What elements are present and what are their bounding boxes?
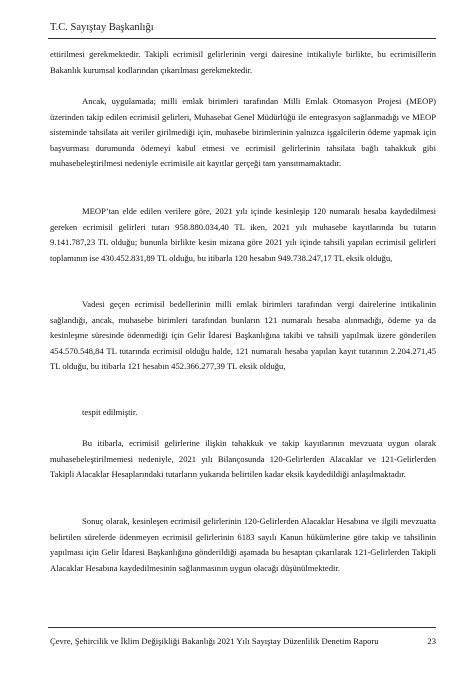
page-header: T.C. Sayıştay Başkanlığı [50, 22, 154, 33]
page-footer [50, 635, 436, 647]
paragraph-text: Ancak, uygulamada; milli emlak birimleri tarafından Milli Emlak Otomasyon Projesi (MEOP) üzerinden takip edilen ecrimisil gelirleri, Muhasebat Genel Müdürlüğü ile entegrasyon sağlanmadığı ve MEOP sisteminde tahsilata ait veriler girilmediği için, muhasebe birimlerinin yalnızca işgalcilerin ödeme yapmak için başvurması durumunda ödemeyi kabul etmesi ve ecrimisil gelirlerinin tahsilata bağlı tahakkuk gibi muhasebeleştirilmesi nedeniyle ecrimisile ait kayıtlar gerçeği tam yansıtmamaktadır. [50, 96, 436, 169]
footer-divider [48, 627, 436, 628]
body-paragraph-1 [50, 47, 436, 78]
paragraph-text: ettirilmesi gerekmektedir. Takipli ecrimisil gelirlerinin vergi dairesine intikaliyle birlikte, bu ecrimisillerin Bakanlık kurumsal kodlarından çıkarılması gerekmektedir. [50, 49, 436, 75]
body-paragraph-2 [50, 94, 436, 172]
paragraph-text: tespit edilmiştir. [82, 407, 138, 417]
body-paragraph-6 [50, 436, 436, 483]
body-paragraph-5 [50, 405, 436, 421]
paragraph-text: MEOP’tan elde edilen verilere göre, 2021 yılı içinde kesinleşip 120 numaralı hesaba kaydedilmesi gereken ecrimisil gelirleri tutarı 958.880.034,40 TL iken, 2021 yılı muhasebe kayıtlarında bu tutarın 9.141.787,23 TL olduğu; bununla birlikte kesin mizana göre 2021 yılı içinde tahsili yapılan ecrimisil gelirleri toplamının ise 430.452.831,89 TL olduğu, bu itibarla 120 hesabın 949.738.247,17 TL eksik olduğu, [50, 206, 436, 263]
paragraph-text: Vadesi geçen ecrimisil bedellerinin milli emlak birimleri tarafından vergi dairelerine intikalinin sağlandığı, ancak, muhasebe birimleri tarafından bunların 121 numaralı hesaba alınmadığı, ödeme ya da kesinleşme süresinde ödenmediği için Gelir İdaresi Başkanlığına takibi ve tahsili yapılmak üzere gönderilen 454.570.548,84 TL tutarında ecrimisil olduğu halde, 121 numaralı hesaba yapılan kayıt tutarının 2.204.271,45 TL olduğu, bu itibarla 121 hesabın 452.366.277,39 TL eksik olduğu, [50, 299, 436, 372]
body-paragraph-3 [50, 204, 436, 266]
body-paragraph-7 [50, 514, 436, 576]
header-divider [48, 38, 436, 39]
footer-report-title: Çevre, Şehircilik ve İklim Değişikliği Bakanlığı 2021 Yılı Sayıştay Düzenlilik Denetim Raporu [50, 636, 379, 646]
body-paragraph-4 [50, 297, 436, 375]
page-number: 23 [427, 636, 436, 646]
paragraph-text: Sonuç olarak, kesinleşen ecrimisil gelirlerinin 120-Gelirlerden Alacaklar Hesabına ve ilgili mevzuatta belirtilen sürelerde ödenmeyen ecrimisil gelirlerinin 6183 sayılı Kanun hükümlerine göre takip ve tahsilinin yapılması için Gelir İdaresi Başkanlığına gönderildiği aşamada bu hesaptan çıkarılarak 121-Gelirlerden Takipli Alacaklar Hesabına kaydedilmesinin sağlanmasının uygun olacağı düşünülmektedir. [50, 516, 436, 573]
paragraph-text: Bu itibarla, ecrimisil gelirlerine ilişkin tahakkuk ve takip kayıtlarının mevzuata uygun olarak muhasebeleştirilmemesi nedeniyle, 2021 yılı Bilançosunda 120-Gelirlerden Alacaklar ve 121-Gelirlerden Takipli Alacaklar Hesaplarındaki tutarların yukarıda belirtilen kadar eksik kaydedildiği anlaşılmaktadır. [50, 438, 436, 480]
